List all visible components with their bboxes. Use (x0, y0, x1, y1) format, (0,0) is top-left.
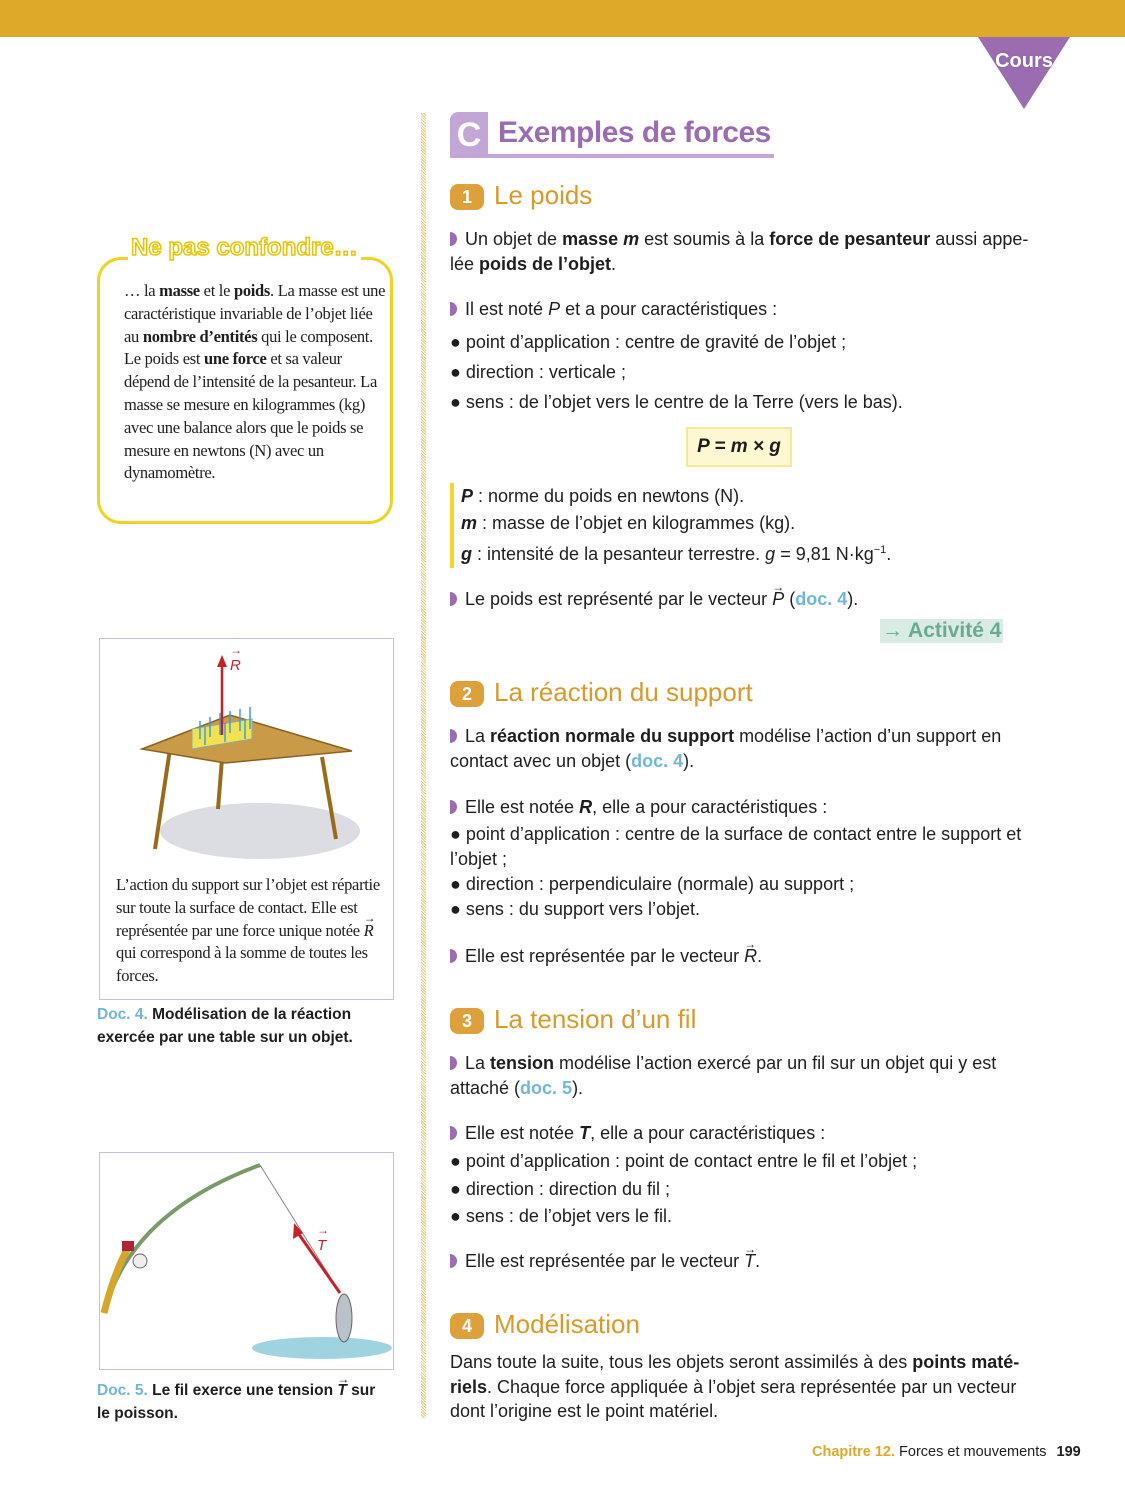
text-segment: Le poids est représenté par le vecteur (465, 589, 773, 609)
page-number: 199 (1056, 1444, 1081, 1460)
text-segment: Elle est représentée par le vecteur (465, 946, 745, 966)
section-title: Exemples de forces (498, 116, 771, 149)
text-segment: sur le poisson. (97, 1382, 376, 1422)
text-segment: : intensité de la pesanteur terrestre. (472, 544, 766, 564)
list-item: ● sens : de l’objet vers le centre de la Terre (vers le bas). (450, 392, 903, 412)
text-segment: masse (159, 281, 200, 300)
cours-tab-label: Cours (995, 50, 1053, 72)
doc5-caption (97, 1379, 377, 1425)
vector-symbol: → R (364, 921, 374, 940)
rich-text (465, 946, 762, 966)
vector-symbol: → R (744, 946, 757, 966)
rich-text (450, 229, 1028, 274)
cours-tab-triangle (978, 37, 1070, 109)
rich-text (465, 299, 777, 319)
text-segment: ). (683, 751, 695, 771)
list-item: ● direction : direction du fil ; (450, 1178, 670, 1199)
doc4-text (116, 874, 386, 988)
text-segment: poids (233, 281, 271, 300)
list-item: ● sens : du support vers l’objet. (450, 899, 700, 919)
doc-label: Doc. 5. (97, 1382, 148, 1399)
text-segment: Elle est notée (465, 1123, 580, 1143)
rich-text (465, 589, 858, 609)
text-segment: modélise l’action d’un support en contact avec un objet ( (450, 726, 1002, 771)
vector-label: → T (317, 1237, 326, 1254)
caption-text: Modélisation de la réaction exercée par une table sur un objet. (97, 1006, 353, 1046)
text-segment: , elle a pour caractéristiques : (590, 1123, 826, 1143)
text-segment: Il est noté (465, 299, 549, 319)
text-segment: P (548, 299, 561, 319)
bullet-icon (450, 1254, 457, 1268)
bullet-icon (450, 800, 457, 814)
text-segment: qui correspond à la somme de toutes les forces. (116, 943, 368, 986)
callout-text (124, 280, 386, 485)
bullet-icon (450, 592, 457, 606)
text-segment: Dans toute la suite, tous les objets seront assimilés à des (450, 1352, 913, 1372)
paragraph (450, 297, 1035, 322)
text-segment: Elle est notée (465, 797, 580, 817)
paragraph (450, 587, 1035, 612)
text-segment: réaction normale du support (490, 726, 735, 746)
subsection-number: 2 (450, 681, 484, 707)
top-banner (0, 0, 1125, 37)
section-letter: C (450, 112, 488, 158)
text-segment: modélise l’action exercé par un fil sur un objet qui y est attaché ( (450, 1053, 997, 1098)
text-segment: = 9,81 N·kg (775, 544, 874, 564)
subsection-title: La réaction du support (494, 677, 753, 707)
chapter-title: Forces et mouvements (899, 1444, 1047, 1460)
rich-text (465, 1123, 825, 1143)
paragraph (450, 724, 1035, 774)
callout-title: Ne pas confondre… (128, 234, 361, 262)
text-segment: , elle a pour caractéristiques : (592, 797, 828, 817)
legend-line (461, 537, 891, 568)
doc-label: Doc. 4. (97, 1006, 148, 1023)
text-segment: aussi appe-lée (450, 229, 1029, 274)
paragraph (450, 1051, 1035, 1101)
paragraph (450, 227, 1035, 277)
text-segment: est soumis à la (639, 229, 770, 249)
text-segment: points maté-riels (450, 1352, 1020, 1397)
fishing-illustration (100, 1153, 392, 1368)
chapter-label: Chapitre 12. (812, 1444, 895, 1460)
text-segment: m (623, 229, 640, 249)
formula-legend (450, 483, 891, 568)
text-segment: Le fil exerce une tension (152, 1382, 338, 1399)
doc-reference-link[interactable]: doc. 4 (795, 589, 848, 609)
text-segment: masse (562, 229, 624, 249)
text-segment: . (886, 544, 892, 564)
section-heading (450, 112, 774, 158)
formula-box: P = m × g (686, 427, 792, 467)
column-divider (421, 113, 426, 1418)
text-segment: ). (847, 589, 859, 609)
text-segment: m (461, 513, 478, 533)
text-segment: L’action du support sur l’objet est répartie sur toute la surface de contact. Elle est représentée par une force unique notée (116, 875, 380, 940)
text-segment: Elle est représentée par le vecteur (465, 1251, 745, 1271)
text-segment: T (579, 1123, 591, 1143)
text-segment: … la (124, 281, 160, 300)
text-segment: Un objet de (465, 229, 563, 249)
doc-reference-link[interactable]: doc. 5 (520, 1078, 573, 1098)
list-item: ● point d’application : centre de la surface de contact entre le support et l’objet ; (450, 824, 1022, 869)
bullet-icon (450, 1126, 457, 1140)
text-segment: g (765, 544, 776, 564)
paragraph (450, 1350, 1035, 1424)
activity-link[interactable]: → Activité 4 (882, 619, 1002, 642)
doc4-caption (97, 1003, 397, 1049)
bullet-icon (450, 729, 457, 743)
page-footer (812, 1444, 1081, 1460)
text-segment: : masse de l’objet en kilogrammes (kg). (477, 513, 796, 533)
text-segment: et sa valeur dépend de l’intensité de la pesanteur. La masse se mesure en kilogrammes (kg) avec une balance alors que le poids se mesure en newtons (N) avec un dynamomètre. (124, 349, 377, 483)
text-segment: La (465, 726, 491, 746)
text-segment: tension (490, 1053, 555, 1073)
text-segment: La (465, 1053, 491, 1073)
paragraph (450, 795, 1035, 820)
table-illustration (100, 639, 392, 871)
list-item: ● direction : perpendiculaire (normale) au support ; (450, 874, 855, 894)
vector-symbol: → T (337, 1382, 346, 1399)
text-segment: −1 (873, 544, 887, 556)
rich-text (465, 1251, 760, 1271)
text-segment: et a pour caractéristiques : (560, 299, 778, 319)
text-segment: . (755, 1251, 761, 1271)
list-item: ● point d’application : point de contact entre le fil et l’objet ; (450, 1151, 918, 1171)
text-segment: qui le composent. Le poids est (124, 326, 373, 369)
rich-text (450, 726, 1001, 771)
characteristics-list (450, 327, 1035, 417)
vector-label: → R (230, 657, 241, 674)
text-segment: . (757, 946, 763, 966)
subsection-number: 1 (450, 184, 484, 210)
list-item: ● sens : de l’objet vers le fil. (450, 1206, 672, 1226)
rich-text (450, 1053, 996, 1098)
subsection-title: Le poids (494, 180, 593, 210)
characteristics-list (450, 822, 1035, 922)
legend-line (461, 483, 891, 510)
paragraph (450, 1121, 1035, 1146)
subsection-title: Modélisation (494, 1309, 640, 1339)
text-segment: une force (203, 349, 267, 369)
list-item: ● point d’application : centre de gravité de l’objet ; (450, 332, 847, 352)
doc-reference-link[interactable]: doc. 4 (631, 751, 684, 771)
text-segment: P (461, 486, 474, 506)
characteristics-list (450, 1148, 1035, 1231)
bullet-icon (450, 949, 457, 963)
paragraph (450, 1249, 1035, 1274)
subsection-number: 3 (450, 1008, 484, 1034)
text-segment: . La masse est une caractéristique invariable de l’objet liée au (124, 281, 386, 346)
bullet-icon (450, 302, 457, 316)
text-segment: ( (784, 589, 796, 609)
text-segment: nombre d’entités (142, 326, 258, 346)
text-segment: ). (572, 1078, 584, 1098)
doc5-figure (99, 1152, 394, 1370)
subsection-number: 4 (450, 1313, 484, 1339)
text-segment: : norme du poids en newtons (N). (473, 486, 745, 506)
vector-symbol: → T (744, 1251, 755, 1271)
text-segment: et le (199, 281, 234, 300)
text-segment: R (579, 797, 593, 817)
bullet-icon (450, 1056, 457, 1070)
bullet-icon (450, 232, 457, 246)
vector-symbol: → P (772, 589, 784, 609)
rich-text (465, 797, 827, 817)
list-item: ● direction : verticale ; (450, 362, 626, 382)
text-segment: . (611, 254, 617, 274)
text-segment: poids de l’objet (479, 254, 612, 274)
text-segment: force de pesanteur (769, 229, 931, 249)
paragraph (450, 944, 1035, 969)
text-segment: g (461, 544, 472, 564)
legend-line (461, 510, 891, 537)
subsection-title: La tension d’un fil (494, 1004, 697, 1034)
text-segment: . Chaque force appliquée à l’objet sera représentée par un vecteur dont l’origine est le point matériel. (450, 1376, 1017, 1421)
